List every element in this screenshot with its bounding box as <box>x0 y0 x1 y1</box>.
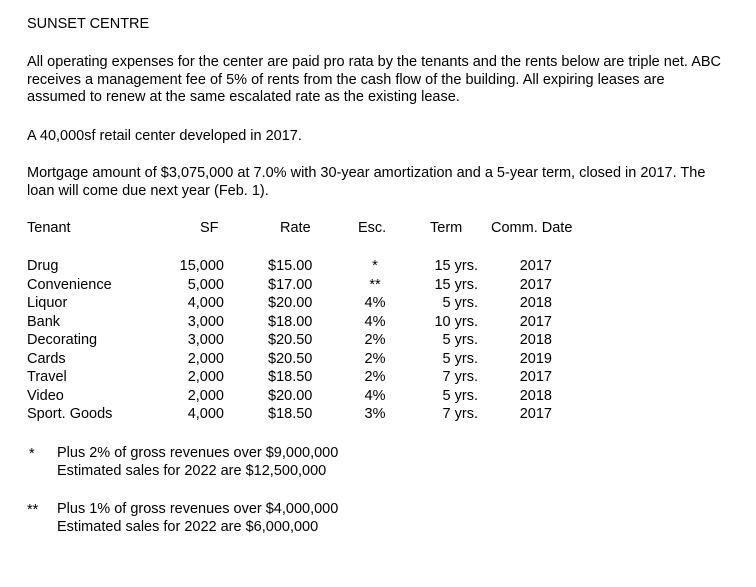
table-row <box>0 332 756 351</box>
tenant-comm-date: 2017 <box>519 369 552 385</box>
tenant-term: 7 yrs. <box>442 406 478 422</box>
tenant-term: 7 yrs. <box>442 369 478 385</box>
tenant-term: 5 yrs. <box>442 387 478 404</box>
table-row <box>0 388 756 407</box>
tenant-sf: 15,000 <box>179 258 224 274</box>
tenant-sf: 4,000 <box>187 406 224 422</box>
tenant-name: Drug <box>27 258 59 274</box>
footnote-line: Estimated sales for 2022 are $12,500,000 <box>57 462 327 479</box>
mortgage-paragraph: Mortgage amount of $3,075,000 at 7.0% with 30-year amortization and a 5-year term, closed in 2017. The loan will come due next year (Feb. 1). <box>27 165 706 199</box>
tenant-term: 5 yrs. <box>442 332 478 348</box>
tenant-sf: 2,000 <box>187 387 224 404</box>
footnote-marker: * <box>29 446 35 462</box>
footnote-marker: ** <box>27 502 39 518</box>
tenant-rate: $20.50 <box>268 332 313 348</box>
tenant-rate: $15.00 <box>268 258 313 274</box>
footnote-line: Estimated sales for 2022 are $6,000,000 <box>57 518 319 535</box>
tenant-sf: 5,000 <box>187 276 224 293</box>
footnote-line: Plus 2% of gross revenues over $9,000,000 <box>57 445 339 461</box>
tenant-sf: 2,000 <box>187 369 224 385</box>
header-esc: Esc. <box>358 220 387 236</box>
tenant-comm-date: 2018 <box>519 387 552 404</box>
tenant-rate: $17.00 <box>268 276 313 293</box>
table-row <box>0 277 756 296</box>
tenant-comm-date: 2018 <box>519 332 552 348</box>
tenant-rate: $18.00 <box>268 313 313 330</box>
tenant-sf: 4,000 <box>187 295 224 311</box>
tenant-name: Decorating <box>27 332 98 348</box>
table-row <box>0 406 756 425</box>
table-row <box>0 295 756 314</box>
header-rate: Rate <box>280 220 311 236</box>
tenant-rate: $20.50 <box>268 350 313 367</box>
tenant-esc: 2% <box>364 350 386 367</box>
header-sf: SF <box>200 220 219 236</box>
tenant-esc: 2% <box>364 369 386 385</box>
tenant-rate: $18.50 <box>268 406 313 422</box>
header-comm-date: Comm. Date <box>491 220 573 236</box>
tenant-esc: * <box>372 258 378 274</box>
tenant-term: 5 yrs. <box>442 350 478 367</box>
tenant-esc: 4% <box>364 313 386 330</box>
tenant-esc: 2% <box>364 332 386 348</box>
tenant-rate: $20.00 <box>268 295 313 311</box>
tenant-comm-date: 2017 <box>519 258 552 274</box>
table-row <box>0 351 756 370</box>
tenant-name: Cards <box>27 350 66 367</box>
tenant-comm-date: 2017 <box>519 276 552 293</box>
table-row <box>0 258 756 277</box>
tenant-name: Sport. Goods <box>27 406 113 422</box>
tenant-sf: 2,000 <box>187 350 224 367</box>
table-row <box>0 369 756 388</box>
tenant-name: Convenience <box>27 276 112 293</box>
tenant-term: 15 yrs. <box>434 258 478 274</box>
tenant-term: 15 yrs. <box>434 276 478 293</box>
tenant-comm-date: 2017 <box>519 406 552 422</box>
tenant-term: 10 yrs. <box>434 313 478 330</box>
tenant-comm-date: 2018 <box>519 295 552 311</box>
description-paragraph: A 40,000sf retail center developed in 2017. <box>27 128 302 144</box>
page-title: SUNSET CENTRE <box>27 16 150 32</box>
tenant-name: Bank <box>27 313 61 330</box>
tenant-rate: $20.00 <box>268 387 313 404</box>
tenant-term: 5 yrs. <box>442 295 478 311</box>
header-term: Term <box>430 220 463 236</box>
tenant-sf: 3,000 <box>187 313 224 330</box>
footnote-line: Plus 1% of gross revenues over $4,000,000 <box>57 501 339 517</box>
intro-paragraph: All operating expenses for the center are paid pro rata by the tenants and the rents below are triple net. ABC receives a management fee of 5% of rents from the cash flow of the building. All expiring leases are assumed to renew at the same escalated rate as the existing lease. <box>27 54 722 105</box>
tenant-comm-date: 2019 <box>519 350 552 367</box>
tenant-name: Travel <box>27 369 67 385</box>
tenant-name: Video <box>27 387 64 404</box>
tenant-rate: $18.50 <box>268 369 313 385</box>
table-row <box>0 314 756 333</box>
header-tenant: Tenant <box>27 220 71 236</box>
tenant-esc: 4% <box>364 295 386 311</box>
tenant-name: Liquor <box>27 295 68 311</box>
tenant-esc: 4% <box>364 387 386 404</box>
tenant-comm-date: 2017 <box>519 313 552 330</box>
tenant-esc: 3% <box>364 406 386 422</box>
tenant-sf: 3,000 <box>187 332 224 348</box>
tenant-esc: ** <box>369 276 381 293</box>
